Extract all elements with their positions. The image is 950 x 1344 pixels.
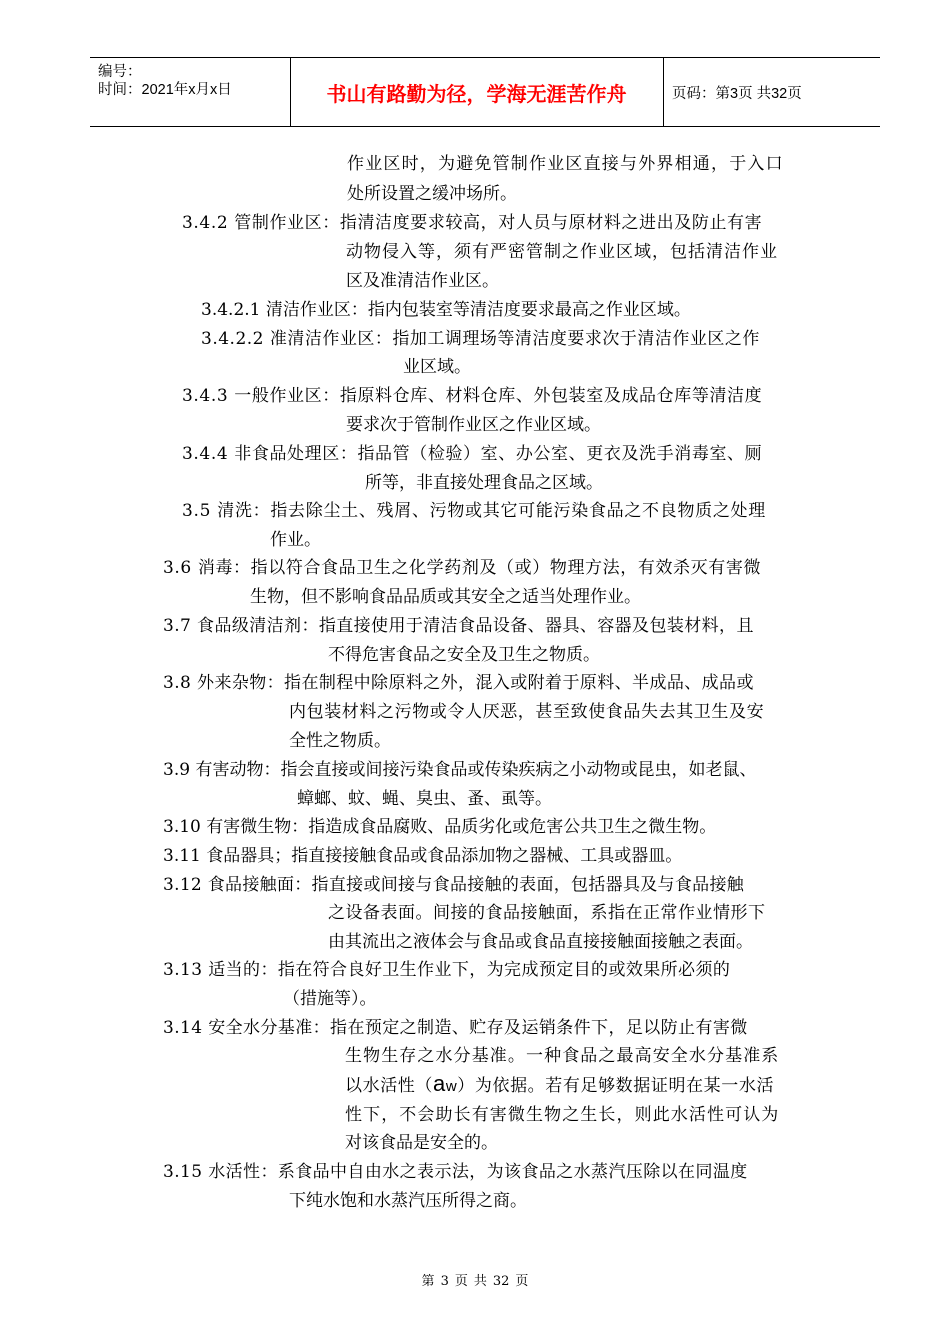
text-line: 3.10 有害微生物：指造成食品腐败、品质劣化或危害公共卫生之微生物。 xyxy=(163,817,717,837)
text-line-water-activity xyxy=(345,1073,774,1098)
footer-text: 页 xyxy=(454,1274,468,1289)
text-line: 3.12 食品接触面：指直接或间接与食品接触的表面，包括器具及与食品接触 xyxy=(163,875,745,895)
text-line: 下纯水饱和水蒸汽压所得之商。 xyxy=(289,1191,527,1211)
text-line: 性下，不会助长有害微生物之生长，则此水活性可认为 xyxy=(345,1105,780,1125)
text-line: 3.11 食品器具；指直接接触食品或食品添加物之器械、工具或器皿。 xyxy=(163,846,683,866)
text-line: 3.8 外来杂物：指在制程中除原料之外，混入或附着于原料、半成品、成品或 xyxy=(163,673,754,693)
water-activity-symbol: a xyxy=(433,1071,446,1096)
water-activity-subscript: w xyxy=(445,1078,458,1095)
footer-page-number: 3 xyxy=(440,1274,449,1289)
footer-text: 页 xyxy=(515,1274,529,1289)
header-divider xyxy=(663,58,664,126)
text-line: 3.6 消毒：指以符合食品卫生之化学药剂及（或）物理方法，有效杀灭有害微 xyxy=(163,558,762,578)
text-line: 全性之物质。 xyxy=(289,731,391,751)
text-line: 3.4.2.2 准清洁作业区：指加工调理场等清洁度要求次于清洁作业区之作 xyxy=(201,329,760,349)
footer-text: 第 xyxy=(421,1274,435,1289)
text-line: 由其流出之液体会与食品或食品直接接触面接触之表面。 xyxy=(328,932,753,952)
text-line: 3.5 清洗：指去除尘土、残屑、污物或其它可能污染食品之不良物质之处理 xyxy=(182,501,766,521)
text-line: 所等，非直接处理食品之区域。 xyxy=(365,473,603,493)
header-page-number: 页码：第3页 共32页 xyxy=(672,86,802,102)
text-line: 3.7 食品级清洁剂：指直接使用于清洁食品设备、器具、容器及包装材料，且 xyxy=(163,616,754,636)
text-line: 3.14 安全水分基准：指在预定之制造、贮存及运销条件下，足以防止有害微 xyxy=(163,1018,748,1038)
text-line: 蟑螂、蚊、蝇、臭虫、蚤、虱等。 xyxy=(297,789,552,809)
text-line: 3.9 有害动物：指会直接或间接污染食品或传染疾病之小动物或昆虫，如老鼠、 xyxy=(163,760,757,780)
text-line: 作业区时，为避免管制作业区直接与外界相通，于入口 xyxy=(347,154,784,174)
text-line: 对该食品是安全的。 xyxy=(345,1133,498,1153)
text-segment: 以水活性（ xyxy=(345,1076,433,1096)
text-segment: ）为依据。若有足够数据证明在某一水活 xyxy=(457,1076,775,1096)
text-line: （措施等）。 xyxy=(283,989,377,1009)
text-line: 3.13 适当的：指在符合良好卫生作业下，为完成预定目的或效果所必须的 xyxy=(163,960,731,980)
text-line: 3.4.2 管制作业区：指清洁度要求较高，对人员与原材料之进出及防止有害 xyxy=(182,213,763,233)
text-line: 3.4.3 一般作业区：指原料仓库、材料仓库、外包装室及成品仓库等清洁度 xyxy=(182,386,763,406)
page-footer xyxy=(0,1270,950,1289)
document-date-label: 时间：2021年x月x日 xyxy=(98,82,232,98)
text-line: 3.4.2.1 清洁作业区：指内包装室等清洁度要求最高之作业区域。 xyxy=(201,300,691,320)
text-line: 动物侵入等，须有严密管制之作业区域，包括清洁作业 xyxy=(346,242,778,262)
footer-total-pages: 32 xyxy=(492,1274,510,1289)
text-line: 3.4.4 非食品处理区：指品管（检验）室、办公室、更衣及洗手消毒室、厕 xyxy=(182,444,763,464)
text-line: 之设备表面。间接的食品接触面，系指在正常作业情形下 xyxy=(328,903,766,923)
text-line: 作业。 xyxy=(270,530,321,550)
text-line: 生物生存之水分基准。一种食品之最高安全水分基准系 xyxy=(345,1046,780,1066)
text-line: 不得危害食品之安全及卫生之物质。 xyxy=(328,645,600,665)
text-line: 内包装材料之污物或令人厌恶，甚至致使食品失去其卫生及安 xyxy=(289,702,765,722)
footer-text: 共 xyxy=(473,1274,487,1289)
text-line: 3.15 水活性：系食品中自由水之表示法，为该食品之水蒸汽压除以在同温度 xyxy=(163,1162,748,1182)
document-number-label: 编号： xyxy=(98,64,142,80)
header-motto: 书山有路勤为径，学海无涯苦作舟 xyxy=(326,81,627,106)
page-header xyxy=(90,57,880,127)
text-line: 处所设置之缓冲场所。 xyxy=(347,184,517,204)
text-line: 业区域。 xyxy=(403,357,471,377)
text-line: 要求次于管制作业区之作业区域。 xyxy=(346,415,601,435)
text-line: 区及准清洁作业区。 xyxy=(346,271,499,291)
text-line: 生物，但不影响食品品质或其安全之适当处理作业。 xyxy=(250,587,641,607)
